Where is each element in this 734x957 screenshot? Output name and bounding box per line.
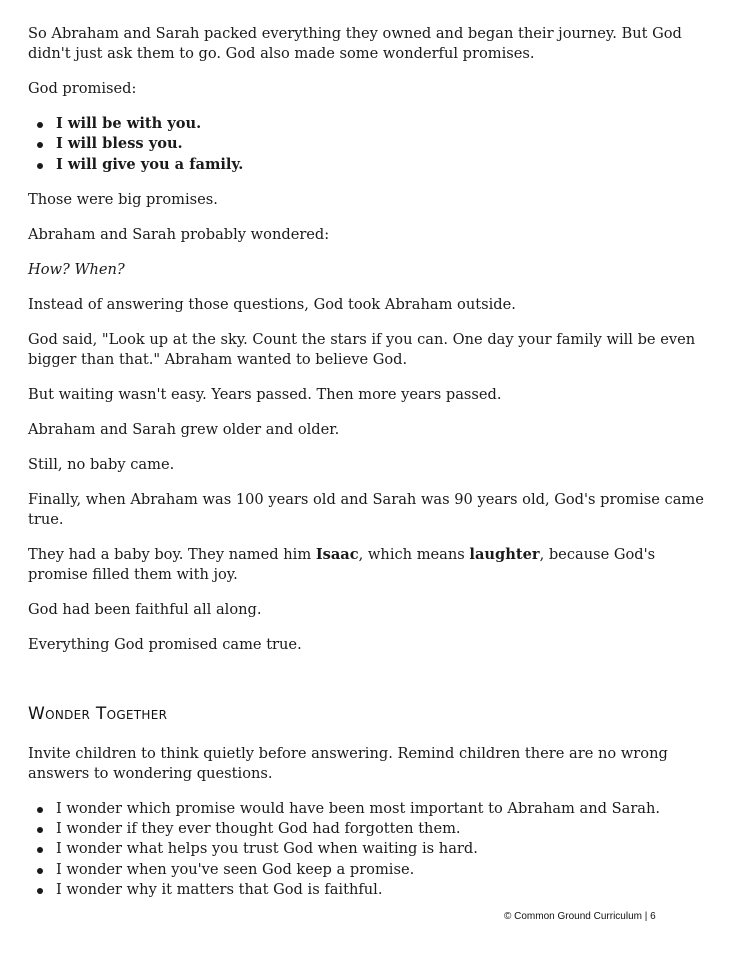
section-heading: Wonder Together bbox=[28, 703, 168, 724]
list-item: I will bless you. bbox=[56, 134, 708, 154]
list-item: I wonder if they ever thought God had forgotten them. bbox=[56, 819, 708, 839]
list-item: I wonder when you've seen God keep a promise. bbox=[56, 860, 708, 880]
story-paragraph: Those were big promises. bbox=[28, 190, 218, 208]
list-item: I wonder what helps you trust God when waiting is hard. bbox=[56, 839, 708, 859]
bullet-icon bbox=[37, 142, 43, 148]
list-item: I will be with you. bbox=[56, 114, 708, 134]
page-footer: © Common Ground Curriculum | 6 bbox=[504, 911, 656, 922]
laughter-word: laughter bbox=[469, 545, 540, 563]
list-item: I wonder which promise would have been most important to Abraham and Sarah. bbox=[56, 799, 708, 819]
story-paragraph: But waiting wasn't easy. Years passed. Then more years passed. bbox=[28, 385, 502, 403]
bullet-icon bbox=[37, 122, 43, 128]
bullet-icon bbox=[37, 807, 43, 813]
wonder-intro: Invite children to think quietly before answering. Remind children there are no wrong answers to wondering questions. bbox=[28, 744, 668, 782]
bullet-icon bbox=[37, 868, 43, 874]
bullet-icon bbox=[37, 827, 43, 833]
list-item: I wonder why it matters that God is faithful. bbox=[56, 880, 708, 900]
bullet-icon bbox=[37, 847, 43, 853]
story-paragraph: So Abraham and Sarah packed everything they owned and began their journey. But God didn't just ask them to go. God also made some wonderful promises. bbox=[28, 25, 682, 62]
story-paragraph: They had a baby boy. They named him Isaac, which means laughter, because God's promise filled them with joy. bbox=[28, 545, 656, 583]
story-paragraph: How? When? bbox=[28, 260, 125, 278]
story-page bbox=[28, 24, 708, 915]
story-paragraph: Abraham and Sarah grew older and older. bbox=[28, 420, 340, 438]
bullet-icon bbox=[37, 888, 43, 894]
story-paragraph: God had been faithful all along. bbox=[28, 600, 262, 618]
story-paragraph: Finally, when Abraham was 100 years old and Sarah was 90 years old, God's promise came true. bbox=[28, 490, 704, 528]
isaac-name: Isaac bbox=[315, 545, 359, 563]
story-paragraph: Everything God promised came true. bbox=[28, 635, 302, 653]
story-paragraph: Instead of answering those questions, God took Abraham outside. bbox=[28, 295, 516, 313]
promise-list bbox=[28, 114, 708, 175]
list-item: I will give you a family. bbox=[56, 155, 708, 175]
story-paragraph: God said, "Look up at the sky. Count the stars if you can. One day your family will be even bigger than that." Abraham wanted to believe God. bbox=[28, 330, 696, 368]
wonder-list bbox=[28, 799, 708, 900]
story-paragraph: Abraham and Sarah probably wondered: bbox=[28, 225, 330, 243]
story-paragraph: Still, no baby came. bbox=[28, 455, 175, 473]
story-paragraph: God promised: bbox=[28, 80, 137, 97]
bullet-icon bbox=[37, 163, 43, 169]
